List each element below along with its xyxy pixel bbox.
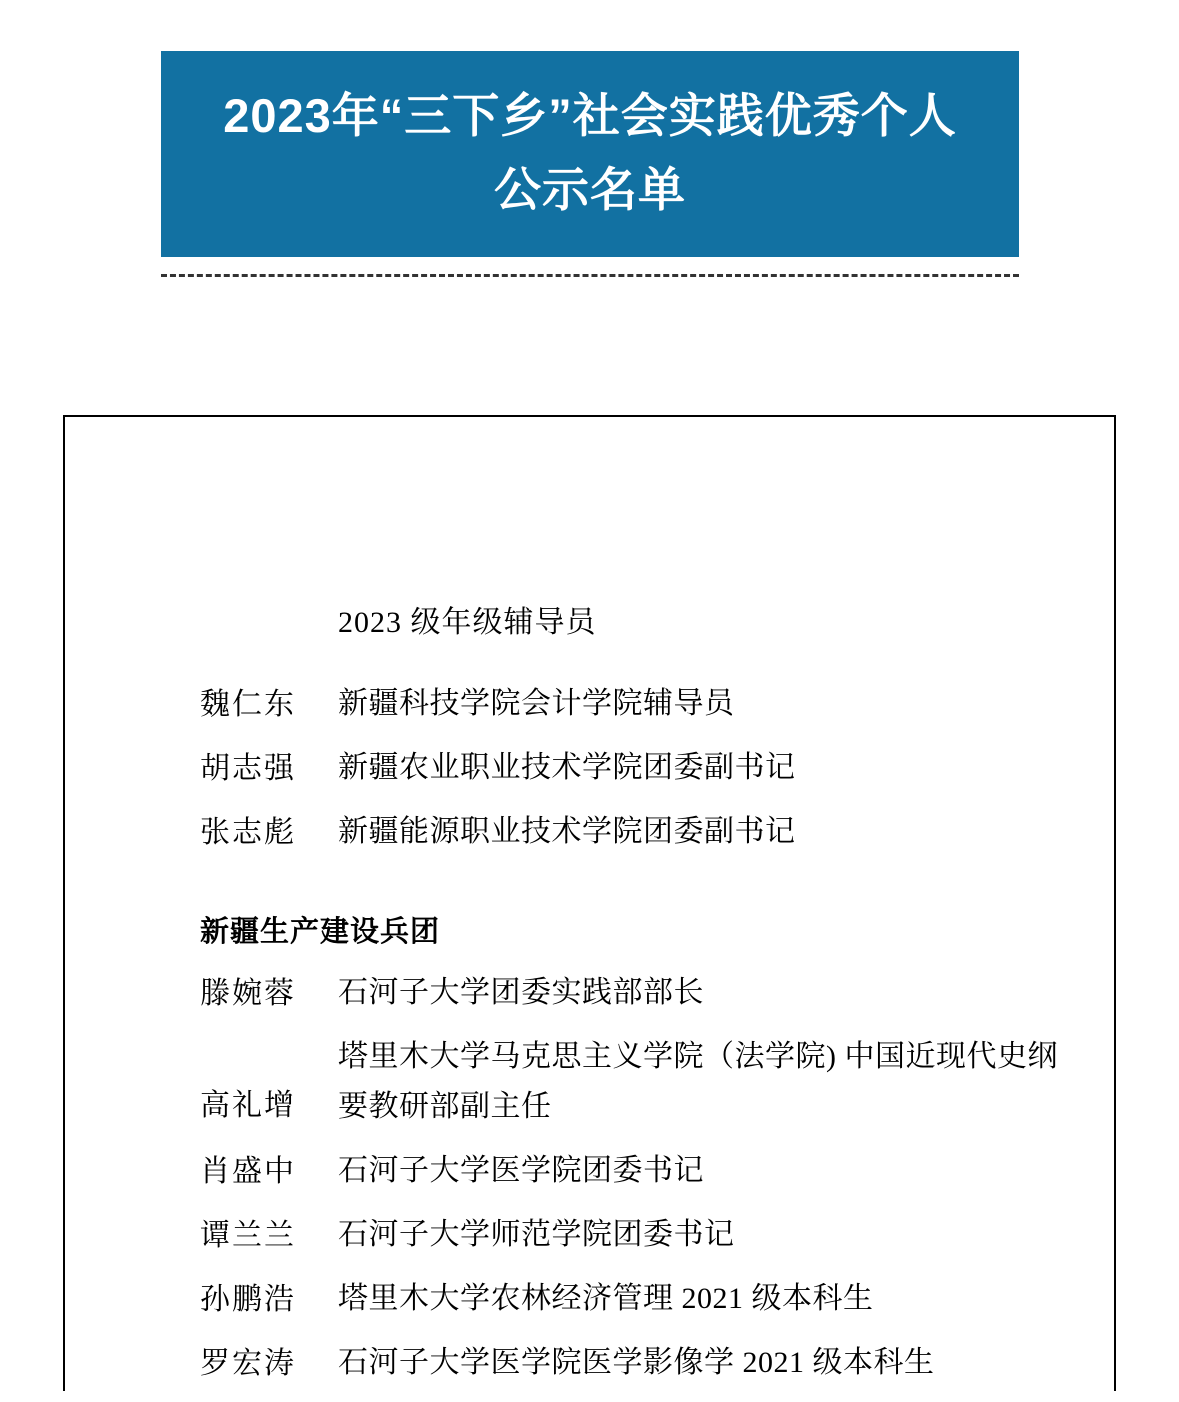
list-item xyxy=(200,1210,1080,1260)
person-name: 滕婉蓉 xyxy=(200,977,296,1010)
person-affiliation: 塔里木大学农林经济管理 2021 级本科生 xyxy=(338,1282,874,1315)
list-item xyxy=(200,1274,1080,1324)
list-item xyxy=(200,743,1080,793)
list-item xyxy=(200,968,1080,1018)
person-name: 谭兰兰 xyxy=(200,1219,296,1252)
list-item xyxy=(200,679,1080,729)
group-title: 新疆生产建设兵团 xyxy=(200,916,441,948)
person-affiliation: 石河子大学医学院团委书记 xyxy=(338,1154,704,1187)
document-frame xyxy=(63,415,1116,1391)
person-name: 魏仁东 xyxy=(200,688,296,721)
person-name: 孙鹏浩 xyxy=(200,1283,296,1316)
person-affiliation: 石河子大学师范学院团委书记 xyxy=(338,1218,735,1251)
group-member-list xyxy=(200,968,1080,1388)
header-banner-wrapper xyxy=(161,51,1019,277)
section-subheading: 2023 级年级辅导员 xyxy=(338,606,597,639)
list-item xyxy=(200,1032,1080,1132)
document-content xyxy=(200,597,1080,1402)
counselor-list xyxy=(200,679,1080,857)
person-name: 罗宏涛 xyxy=(200,1347,296,1380)
page-title-line1: 2023年“三下乡”社会实践优秀个人 xyxy=(223,89,957,142)
person-name: 高礼增 xyxy=(200,1089,296,1122)
page-title-banner xyxy=(161,51,1019,257)
person-name: 胡志强 xyxy=(200,752,296,785)
person-affiliation: 塔里木大学马克思主义学院（法学院) 中国近现代史纲要教研部副主任 xyxy=(338,1040,1058,1123)
person-affiliation: 石河子大学团委实践部部长 xyxy=(338,976,704,1009)
person-name: 张志彪 xyxy=(200,816,296,849)
person-affiliation: 新疆科技学院会计学院辅导员 xyxy=(338,687,735,720)
list-item xyxy=(200,807,1080,857)
list-item xyxy=(200,1146,1080,1196)
person-affiliation: 新疆农业职业技术学院团委副书记 xyxy=(338,751,796,784)
person-affiliation: 新疆能源职业技术学院团委副书记 xyxy=(338,815,796,848)
dashed-divider xyxy=(161,274,1019,277)
person-name: 肖盛中 xyxy=(200,1155,296,1188)
list-item xyxy=(200,1338,1080,1388)
page-title-line2: 公示名单 xyxy=(494,163,686,216)
person-affiliation: 石河子大学医学院医学影像学 2021 级本科生 xyxy=(338,1346,935,1379)
